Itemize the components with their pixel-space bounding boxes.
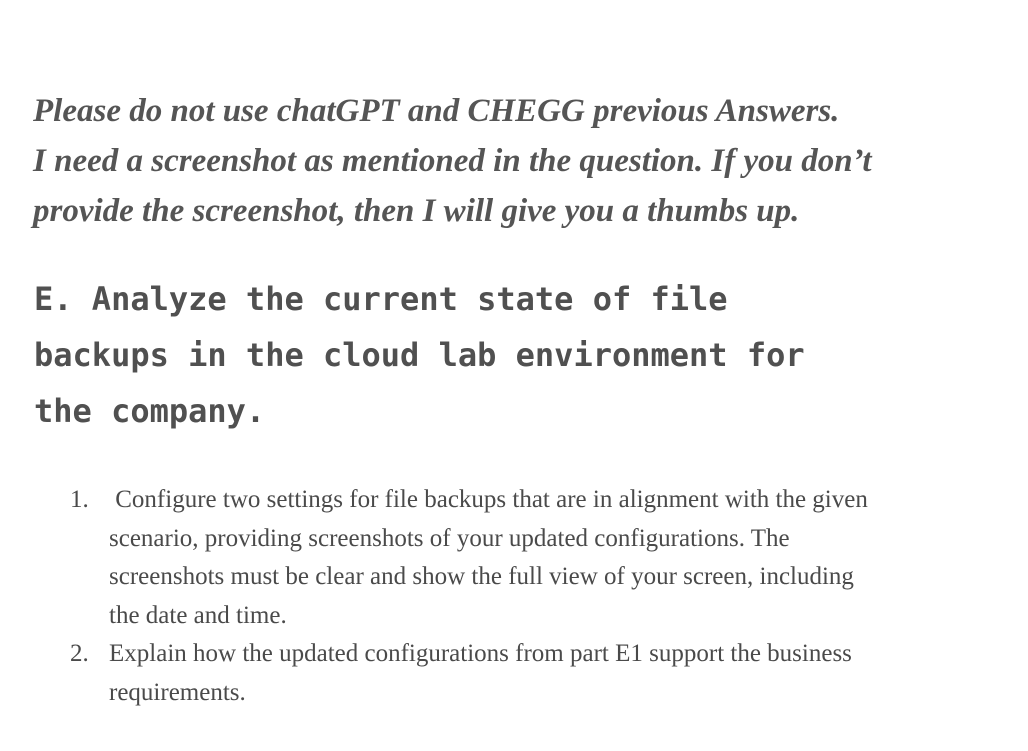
list-item-number: 1. <box>70 486 89 513</box>
note-line: I need a screenshot as mentioned in the question. If you don’t <box>33 143 872 179</box>
list-item-number: 2. <box>70 640 89 667</box>
list-item-line: scenario, providing screenshots of your updated configurations. The <box>109 524 790 552</box>
list-item-line: requirements. <box>109 678 246 706</box>
heading-line: the company. <box>34 392 266 430</box>
task-list <box>70 481 1010 712</box>
list-item-text <box>109 635 1010 712</box>
list-item-line: Explain how the updated configurations from part E1 support the business <box>109 640 852 667</box>
list-item-line: Configure two settings for file backups that are in alignment with the given <box>109 486 868 513</box>
list-item <box>70 635 1010 712</box>
list-item-text <box>109 481 1010 635</box>
instruction-note <box>33 86 1013 236</box>
note-line: provide the screenshot, then I will give you a thumbs up. <box>33 193 800 229</box>
list-item-line: the date and time. <box>109 601 287 629</box>
list-item-line: screenshots must be clear and show the full view of your screen, including <box>109 563 854 590</box>
note-line: Please do not use chatGPT and CHEGG previous Answers. <box>33 93 840 129</box>
section-heading <box>34 271 994 439</box>
list-item <box>70 481 1010 635</box>
heading-line: backups in the cloud lab environment for <box>34 336 805 374</box>
heading-line: E. Analyze the current state of file <box>34 280 728 318</box>
